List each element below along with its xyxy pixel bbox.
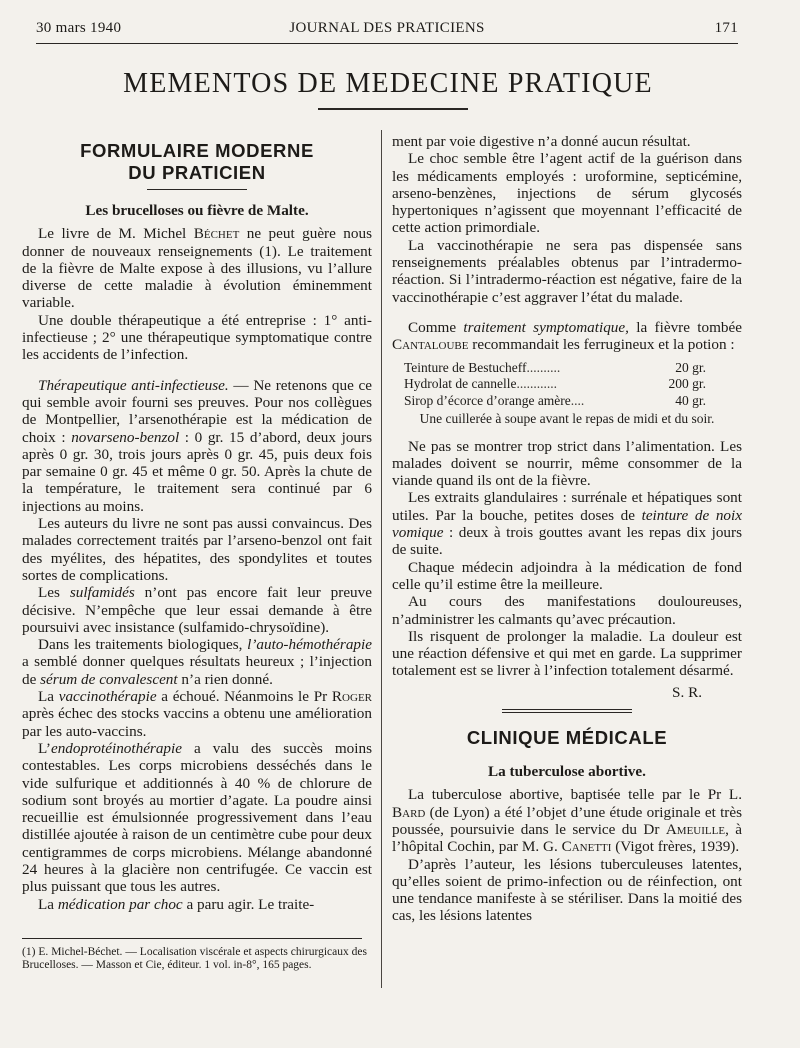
paragraph: Le livre de M. Michel Béchet ne peut guère nous donner de nouveaux renseignements (1). Le traitement de la fièvre de Malte expose à des illusions, vu l’allure diverse de cette maladie à évolution éminemment variable. [22, 225, 372, 312]
title-rule [318, 108, 468, 110]
paragraph: La vaccinothérapie ne sera pas dispensée sans renseignements préalables obtenus par l’intradermo-réaction. Si l’intradermo-réaction est négative, faire de la vaccinothérapie c’est aggraver l’état du malade. [392, 236, 742, 306]
issue-date: 30 mars 1940 [36, 20, 122, 36]
prescription-item: Hydrolat de cannelle ............ 200 gr. [404, 376, 706, 392]
paragraph: Une double thérapeutique a été entreprise : 1° anti-infectieuse ; 2° une thérapeutique symptomatique contre les accidents de l’infection. [22, 311, 372, 364]
paragraph: D’après l’auteur, les lésions tuberculeuses latentes, qu’elles soient de primo-infection ou de réinfection, ont une tendance manifeste à se stériliser. Dans la moitié des cas, les lésions latentes [392, 855, 742, 925]
section-title-line-1: FORMULAIRE MODERNE [80, 140, 314, 161]
left-column [22, 140, 372, 913]
paragraph: La vaccinothérapie a échoué. Néanmoins le Pr Roger après échec des stocks vaccins a obtenu une amélioration par les auto-vaccins. [22, 688, 372, 740]
prescription-note: Une cuillerée à soupe avant le repas de midi et du soir. [419, 411, 715, 427]
paragraph: Dans les traitements biologiques, l’auto-hémothérapie a semblé donner quelques résultats heureux ; l’injection de sérum de convalescent n’a rien donné. [22, 636, 372, 688]
section-title-line-2: DU PRATICIEN [128, 162, 266, 183]
page-title: MEMENTOS DE MEDECINE PRATIQUE [123, 68, 653, 99]
section-rule [147, 189, 247, 190]
section-separator [502, 709, 632, 713]
journal-name: JOURNAL DES PRATICIENS [289, 20, 485, 36]
paragraph: ment par voie digestive n’a donné aucun résultat. [392, 133, 691, 150]
paragraph: La médication par choc a paru agir. Le traite- [38, 895, 315, 913]
prescription-item: Teinture de Bestucheff .......... 20 gr. [404, 359, 706, 375]
page-number: 171 [714, 20, 738, 36]
paragraph: L’endoprotéinothérapie a valu des succès moins contestables. Les corps microbiens desséchés dans le vide sulfurique et additionnés à 40 % de chlorure de sodium sont broyés au mortier d’agate. La poudre ainsi recueillie est émulsionnée progressivement dans l’eau distillée ajoutée à raison de un centimètre cube pour deux centigrammes de corps microbiens. Mélange abandonné 24 heures à la glacière non centrifugée. Ce vaccin est plus puissant que tous les autres. [22, 739, 372, 896]
footnote: (1) E. Michel-Béchet. — Localisation viscérale et aspects chirurgicaux des Brucelloses. — Masson et Cie, éditeur. 1 vol. in-8°, 165 pages. [22, 946, 367, 971]
footnote-rule [22, 938, 362, 939]
header-rule [36, 43, 738, 44]
column-divider [381, 130, 382, 988]
paragraph: Thérapeutique anti-infectieuse. — Ne retenons que ce qui semble avoir fourni ses preuves. Pour nos collègues de Montpellier, l’arsenothérapie est la médication de choix : novarseno-benzol : 0 gr. 15 d’abord, deux jours après 0 gr. 30, trois jours après 0 gr. 45, puis deux fois par semaine 0 gr. 45 et même 0 gr. 50. Après la chute de la température, le traitement sera continué par 6 injections au moins. [22, 376, 372, 515]
prescription-item: Sirop d’écorce d’orange amère .... 40 gr. [404, 392, 706, 408]
author-signature: S. R. [672, 683, 702, 701]
paragraph: La tuberculose abortive, baptisée telle par le Pr L. Bard (de Lyon) a été l’objet d’une étude originale et très poussée, poursuivie dans le service du Dr Ameuille, à l’hôpital Cochin, par M. G. Canetti (Vigot frères, 1939). [392, 786, 743, 856]
paragraph: Chaque médecin adjoindra à la médication de fond celle qu’il estime être la meilleure. [392, 558, 742, 593]
paragraph: Les sulfamidés n’ont pas encore fait leur preuve décisive. N’empêche que leur essai demande à être poursuivi avec insistance (sulfamido-chrysoïdine). [22, 584, 372, 636]
article-subtitle: La tuberculose abortive. [488, 763, 646, 781]
paragraph: Le choc semble être l’agent actif de la guérison dans les médicaments employés : uroformine, septicémine, arseno-benzènes, injections de sérum glycosés hypertoniques n’agissent que moyennant l’efficacité de cette action primordiale. [392, 150, 742, 237]
paragraph: Les extraits glandulaires : surrénale et hépatiques sont utiles. Par la bouche, petites doses de teinture de noix vomique : deux à trois gouttes avant les repas dix jours de suite. [392, 489, 742, 559]
section-title-formulaire [22, 140, 372, 184]
paragraph: Au cours des manifestations douloureuses, n’administrer les calmants qu’avec précaution. [392, 593, 742, 628]
running-header [36, 20, 738, 44]
paragraph: Les auteurs du livre ne sont pas aussi convaincus. Des malades correctement traités par l’arseno-benzol ont fait des myélites, des hépatites, des spondylites et toutes sortes de complications. [22, 515, 372, 584]
prescription [392, 360, 742, 428]
article-subtitle: Les brucelloses ou fièvre de Malte. [85, 202, 309, 219]
paragraph: Ne pas se montrer trop strict dans l’alimentation. Les malades doivent se nourrir, même consommer de la viande quand ils ont de la fièvre. [392, 437, 742, 490]
section-title-clinique: CLINIQUE MÉDICALE [466, 727, 668, 749]
paragraph: Ils risquent de prolonger la maladie. La douleur est une réaction défensive et qui met en garde. La supprimer totalement est se livrer à l’infection totalement désarmé. [392, 627, 742, 680]
paragraph: Comme traitement symptomatique, la fièvre tombée Cantaloube recommandait les ferrugineux et la potion : [392, 318, 742, 354]
right-column [392, 133, 742, 925]
